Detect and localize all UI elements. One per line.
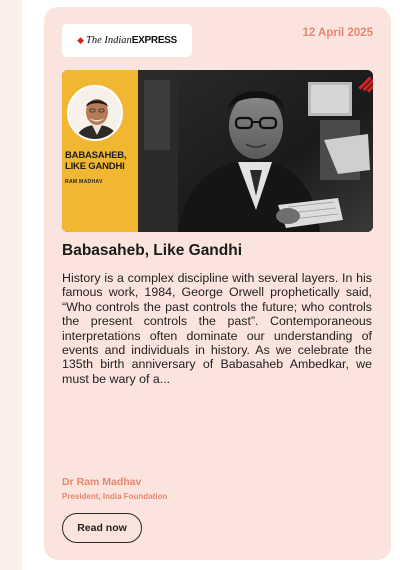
article-title[interactable]: Babasaheb, Like Gandhi xyxy=(62,242,243,259)
diamond-icon: ◆ xyxy=(77,35,84,45)
source-logo-part1: The Indian xyxy=(85,35,132,46)
article-photo xyxy=(138,70,373,232)
author-avatar xyxy=(67,85,123,141)
article-thumbnail[interactable] xyxy=(62,70,373,232)
article-card xyxy=(44,7,391,560)
article-excerpt: History is a complex discipline with several layers. In his famous work, 1984, George Orwell prophetically said, “Who controls the past controls the future; who controls the present controls the past”. Contemporaneous interpretations often dominate our understanding of events and individuals in history. As we celebrate the 135th birth anniversary of Babasaheb Ambedkar, we must be wary of a... xyxy=(62,271,372,386)
thumbnail-author-panel xyxy=(62,70,138,232)
source-logo-part2: EXPRESS xyxy=(131,35,177,46)
card-header xyxy=(62,24,373,57)
article-date: 12 April 2025 xyxy=(302,27,373,39)
thumbnail-author: RAM MADHAV xyxy=(65,179,103,185)
source-logo xyxy=(62,24,192,57)
author-role: President, India Foundation xyxy=(62,492,168,501)
thumbnail-headline: BABASAHEB, LIKE GANDHI xyxy=(65,150,127,172)
author-name: Dr Ram Madhav xyxy=(62,476,142,488)
read-now-button[interactable]: Read now xyxy=(62,513,142,543)
